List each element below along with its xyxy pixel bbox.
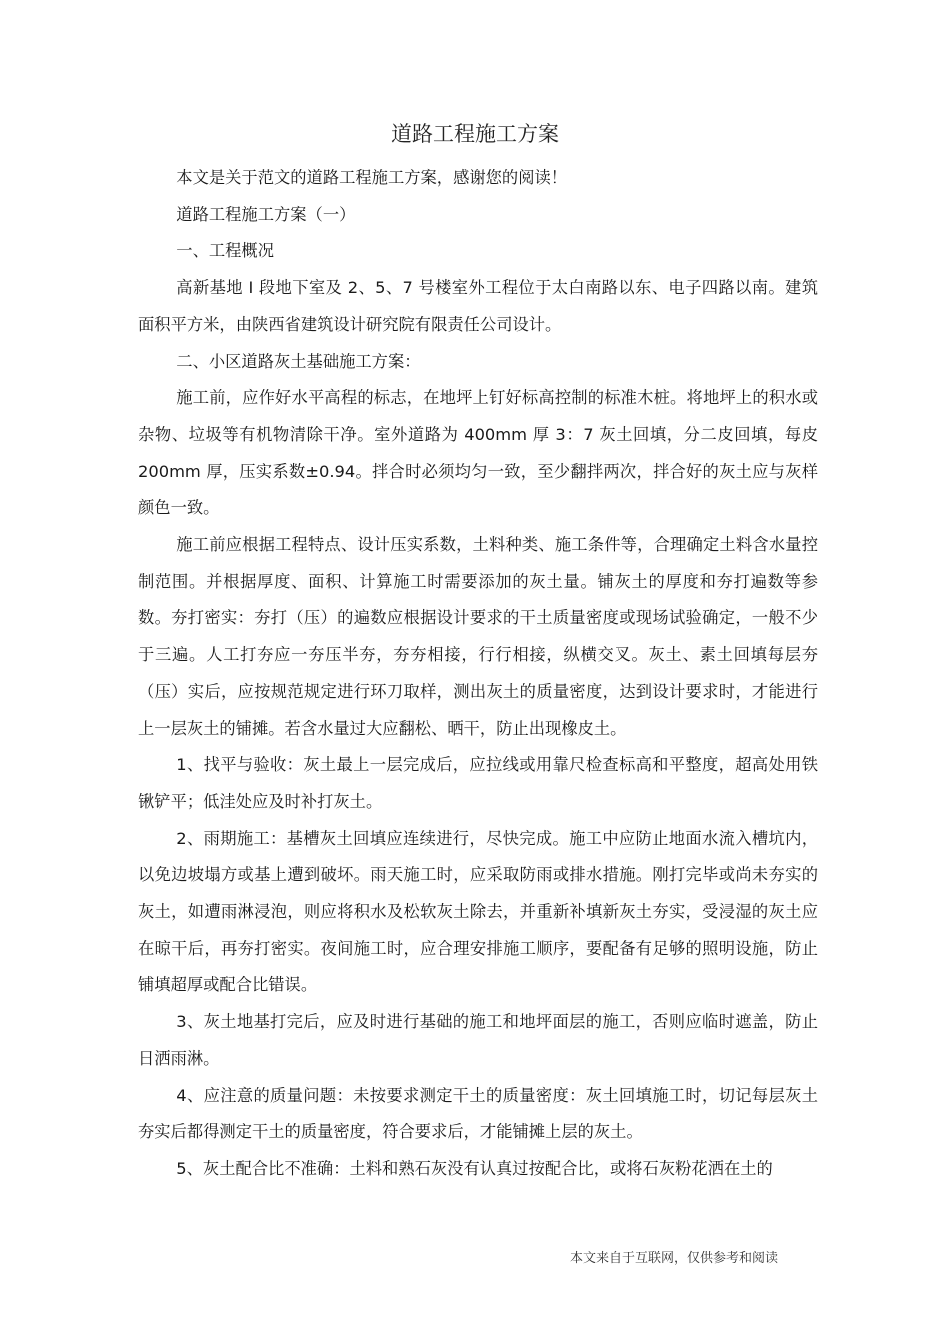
paragraph-heading-lime-soil: 二、小区道路灰土基础施工方案： [176,351,421,371]
paragraph-quality-issues: 4、应注意的质量问题：未按要求测定干土的质量密度：灰土回填施工时，切记每层灰土夯实后都得测定干土的质量密度，符合要求后，才能铺摊上层的灰土。 [138,1085,818,1142]
document-title: 道路工程施工方案 [391,122,559,146]
paragraph-leveling: 1、找平与验收：灰土最上一层完成后，应拉线或用靠尺检查标高和平整度，超高处用铁锹铲平；低洼处应及时补打灰土。 [138,755,818,811]
document-body [138,160,818,1188]
page-footer: 本文来自于互联网，仅供参考和阅读 [570,1251,779,1266]
paragraph-heading-overview: 一、工程概况 [176,241,274,261]
paragraph-compaction: 施工前应根据工程特点、设计压实系数，土料种类、施工条件等，合理确定土料含水量控制范围。并根据厚度、面积、计算施工时需要添加的灰土量。铺灰土的厚度和夯打遍数等参数。夯打密实：夯打（压）的遍数应根据设计要求的干土质量密度或现场试验确定，一般不少于三遍。人工打夯应一夯压半夯，夯夯相接，行行相接，纵横交叉。灰土、素土回填每层夯（压）实后，应按规范规定进行环刀取样，测出灰土的质量密度，达到设计要求时，才能进行上一层灰土的铺摊。若含水量过大应翻松、晒干，防止出现橡皮土。 [138,535,818,738]
paragraph-foundation-cover: 3、灰土地基打完后，应及时进行基础的施工和地坪面层的施工，否则应临时遮盖，防止日洒雨淋。 [138,1012,818,1068]
paragraph-heading-scheme-one: 道路工程施工方案（一） [176,204,356,224]
paragraph-overview: 高新基地 I 段地下室及 2、5、7 号楼室外工程位于太白南路以东、电子四路以南。建筑面积平方米，由陕西省建筑设计研究院有限责任公司设计。 [138,278,818,334]
paragraph-preparation: 施工前，应作好水平高程的标志，在地坪上钉好标高控制的标准木桩。将地坪上的积水或杂物、垃圾等有机物清除干净。室外道路为 400mm 厚 3：7 灰土回填，分二皮回填，每皮 200mm 厚，压实系数±0.94。拌合时必须均匀一致，至少翻拌两次，拌合好的灰土应与灰样颜色一致。 [138,388,818,518]
paragraph-mix-ratio: 5、灰土配合比不准确：土料和熟石灰没有认真过按配合比，或将石灰粉花洒在土的 [176,1158,773,1178]
paragraph-intro: 本文是关于范文的道路工程施工方案，感谢您的阅读！ [176,168,568,187]
paragraph-rainy-season: 2、雨期施工：基槽灰土回填应连续进行，尽快完成。施工中应防止地面水流入槽坑内，以免边坡塌方或基上遭到破坏。雨天施工时，应采取防雨或排水措施。刚打完毕或尚未夯实的灰土，如遭雨淋浸泡，则应将积水及松软灰土除去，并重新补填新灰土夯实，受浸湿的灰土应在晾干后，再夯打密实。夜间施工时，应合理安排施工顺序，要配备有足够的照明设施，防止铺填超厚或配合比错误。 [138,828,818,995]
